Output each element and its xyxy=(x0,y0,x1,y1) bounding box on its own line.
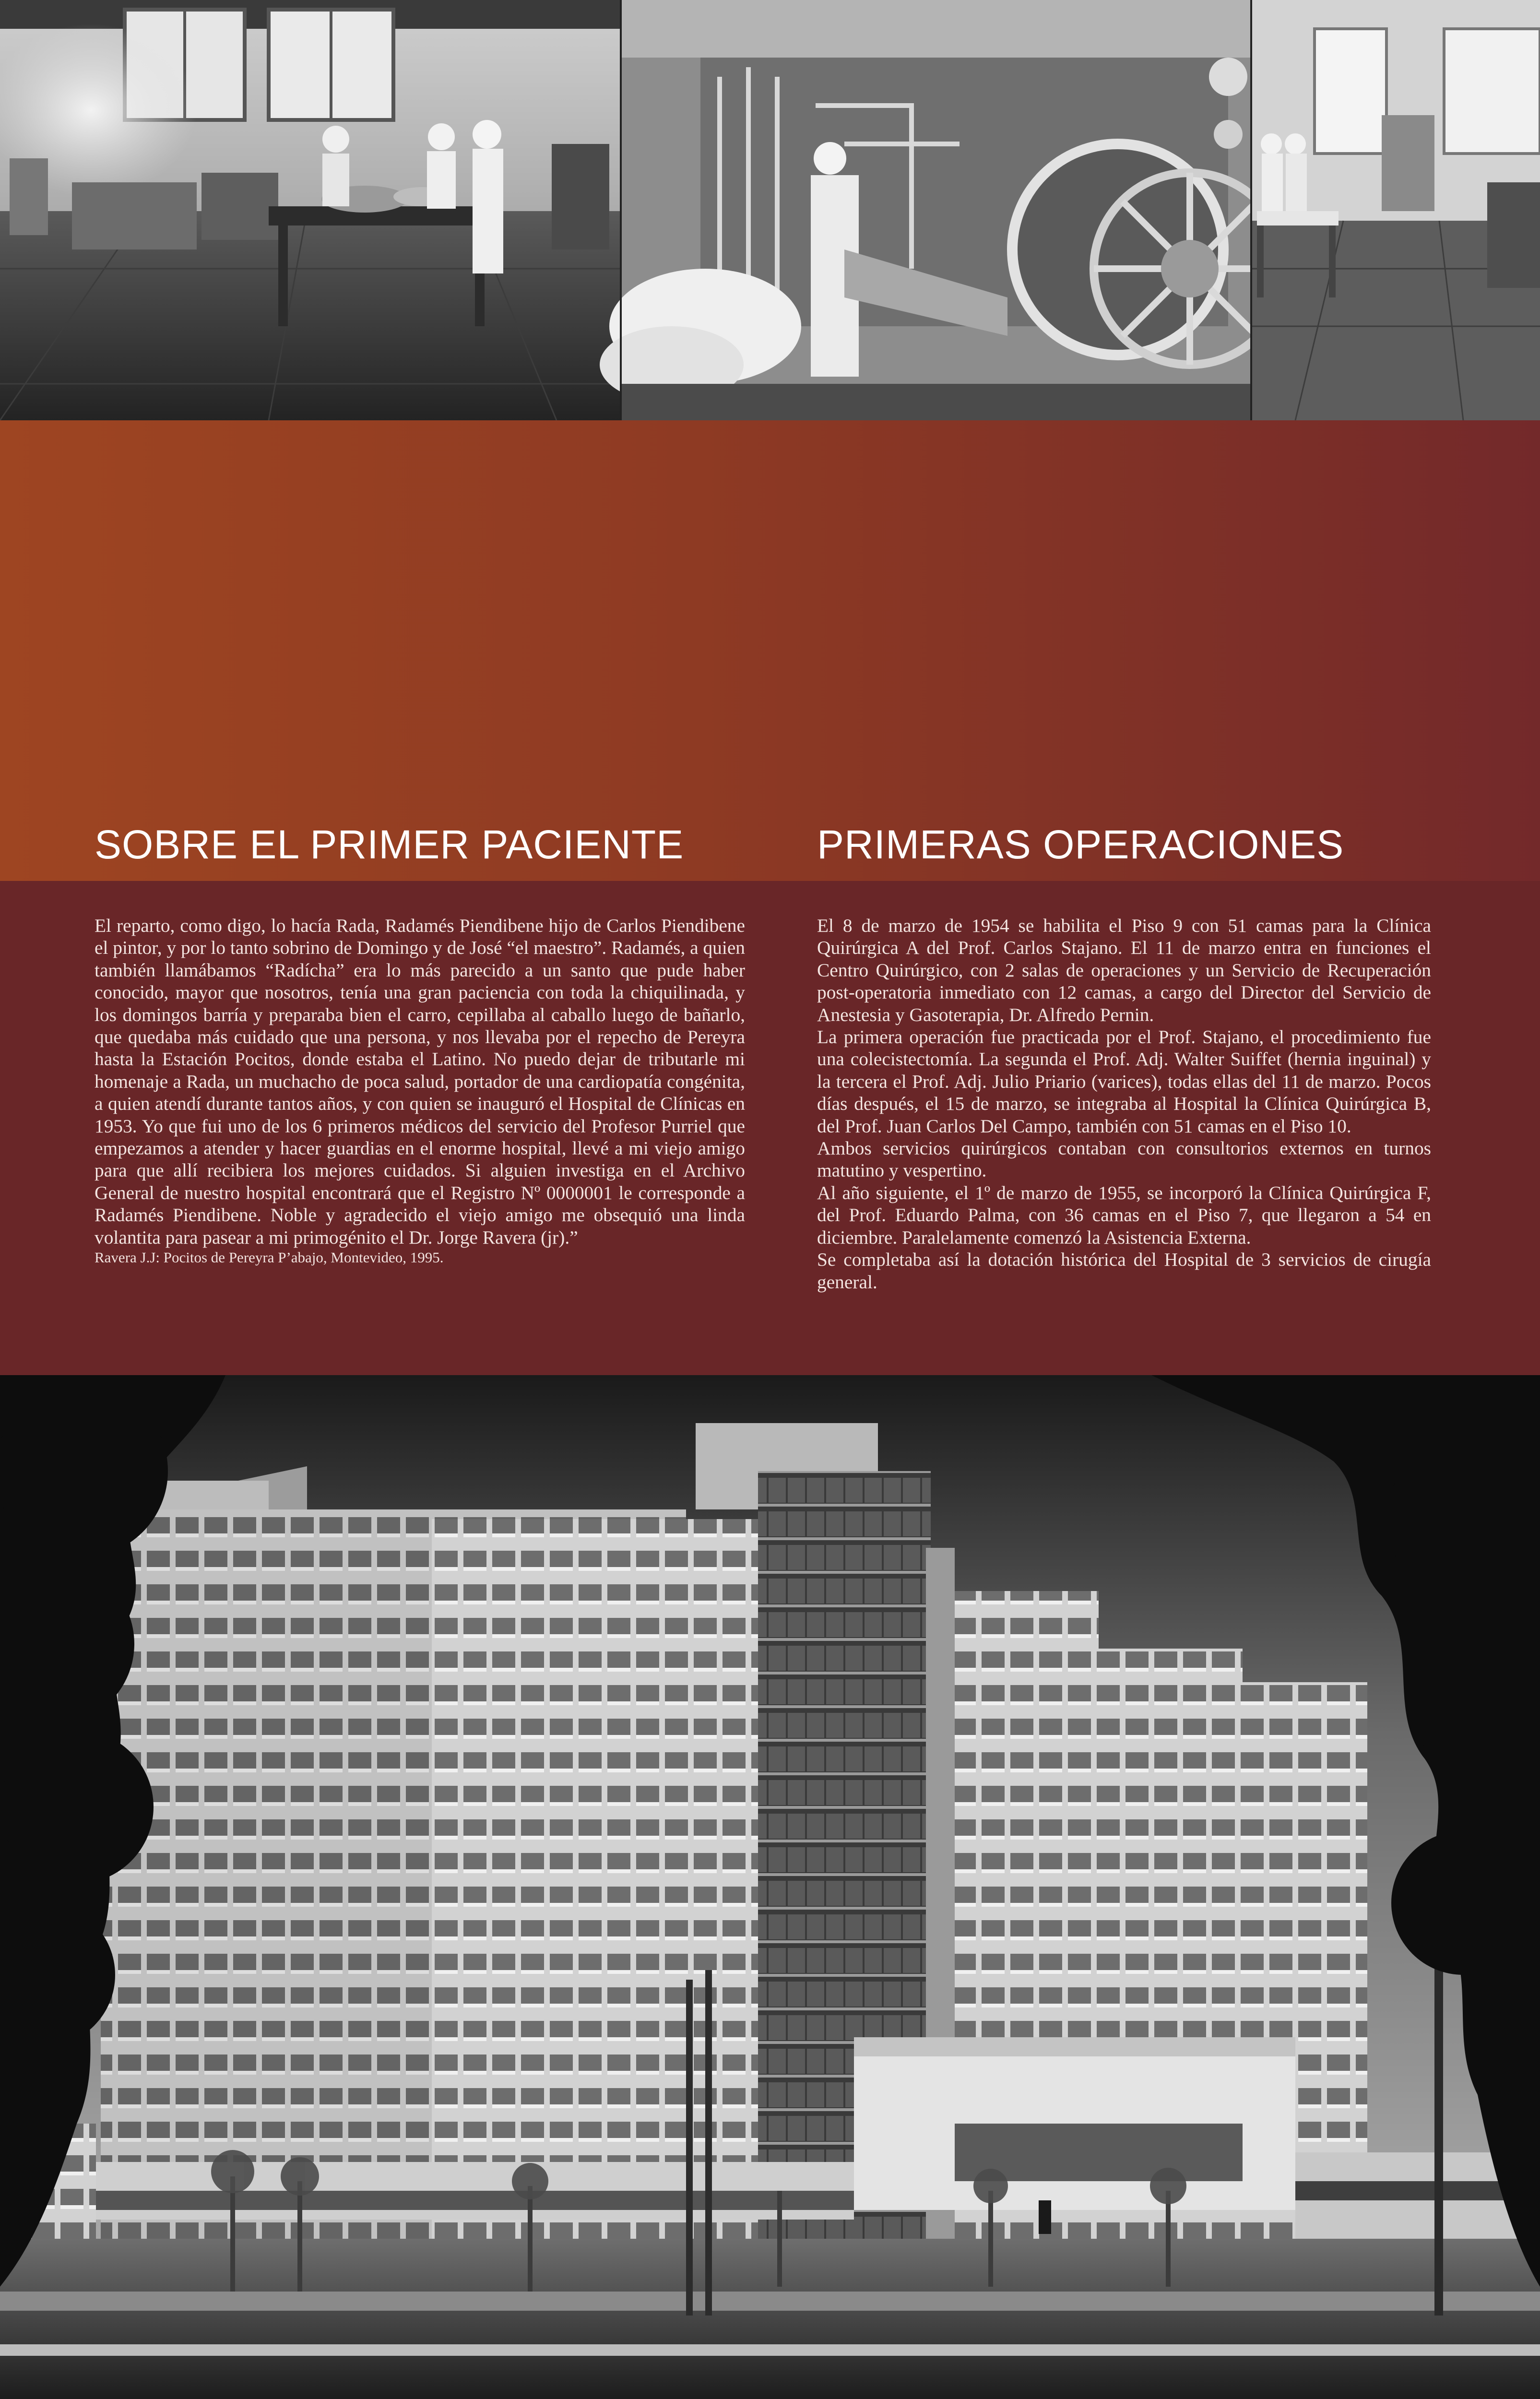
citation: Ravera J.J: Pocitos de Pereyra P’abajo, Montevideo, 1995. xyxy=(95,1249,444,1266)
paragraph: Al año siguiente, el 1º de marzo de 1955, se incorporó la Clínica Quirúrgica F, del Prof. Eduardo Palma, con 36 camas en el Piso 7, que llegaron a 54 en diciembre. Paralelamente comenzó la Asistencia Externa. xyxy=(817,1182,1431,1248)
top-photo-strip xyxy=(0,0,1540,420)
left-text-column xyxy=(95,914,745,1267)
paragraph: Se completaba así la dotación histórica del Hospital de 3 servicios de cirugía general. xyxy=(817,1249,1431,1293)
right-text-column xyxy=(817,914,1431,1293)
paragraph: La primera operación fue practicada por el Prof. Stajano, el procedimiento fue una colecistectomía. La segunda el Prof. Adj. Walter Suiffet (hernia inguinal) y la tercera el Prof. Adj. Julio Priario (varices), todas ellas del 11 de marzo. Pocos días después, el 15 de marzo, se integraba al Hospital la Clínica Quirúrgica B, del Prof. Juan Carlos Del Campo, también con 51 camas en el Piso 10. xyxy=(817,1026,1431,1137)
paragraph: El 8 de marzo de 1954 se habilita el Piso 9 con 51 camas para la Clínica Quirúrgica A del Prof. Carlos Stajano. El 11 de marzo entra en funciones el Centro Quirúrgico, con 2 salas de operaciones y un Servicio de Recuperación post-operatoria inmediato con 12 camas, a cargo del Director del Servicio de Anestesia y Gasoterapia, Dr. Alfredo Pernin. xyxy=(817,915,1431,1025)
quote-paragraph: El reparto, como digo, lo hacía Rada, Radamés Piendibene hijo de Carlos Piendibene el pintor, y por lo tanto sobrino de Domingo y de José “el maestro”. Radamés, a quien también llamábamos “Radícha” era lo más parecido a un santo que pude haber conocido, mayor que nosotros, tenía una gran paciencia con toda la chiquilinada, y los domingos barría y preparaba bien el carro, cepillaba al caballo luego de bañarlo, que quedaba más cuidado que una persona, y nos llevaba por el repecho de Pereyra hasta la Estación Pocitos, donde estaba el Latino. No puedo dejar de tributarle mi homenaje a Rada, un muchacho de poca salud, portador de una cardiopatía congénita, a quien atendí durante tantos años, y con quien se inauguró el Hospital de Clínicas en 1953. Yo que fui uno de los 6 primeros médicos del servicio del Profesor Purriel que empezamos a atender y hacer guardias en el enorme hospital, llevé a mi viejo amigo para que allí recibiera los mejores cuidados. Si alguien investiga en el Archivo General de nuestro hospital encontrará que el Registro Nº 0000001 le corresponde a Radamés Piendibene. Noble y agradecido el viejo amigo me obsequió una linda volantita para pasear a mi primogénito el Dr. Jorge Ravera (jr).” xyxy=(95,915,745,1248)
kitchen-photo xyxy=(0,0,621,420)
sterilizer-photo xyxy=(600,0,1286,420)
paragraph: Ambos servicios quirúrgicos contaban con consultorios externos en turnos matutino y vespertino. xyxy=(817,1138,1431,1181)
color-band xyxy=(0,420,1540,881)
ward-photo xyxy=(1251,0,1540,420)
heading-primer-paciente: SOBRE EL PRIMER PACIENTE xyxy=(95,822,684,867)
heading-primeras-operaciones: PRIMERAS OPERACIONES xyxy=(817,822,1344,867)
hospital-building-photo xyxy=(0,1375,1540,2399)
